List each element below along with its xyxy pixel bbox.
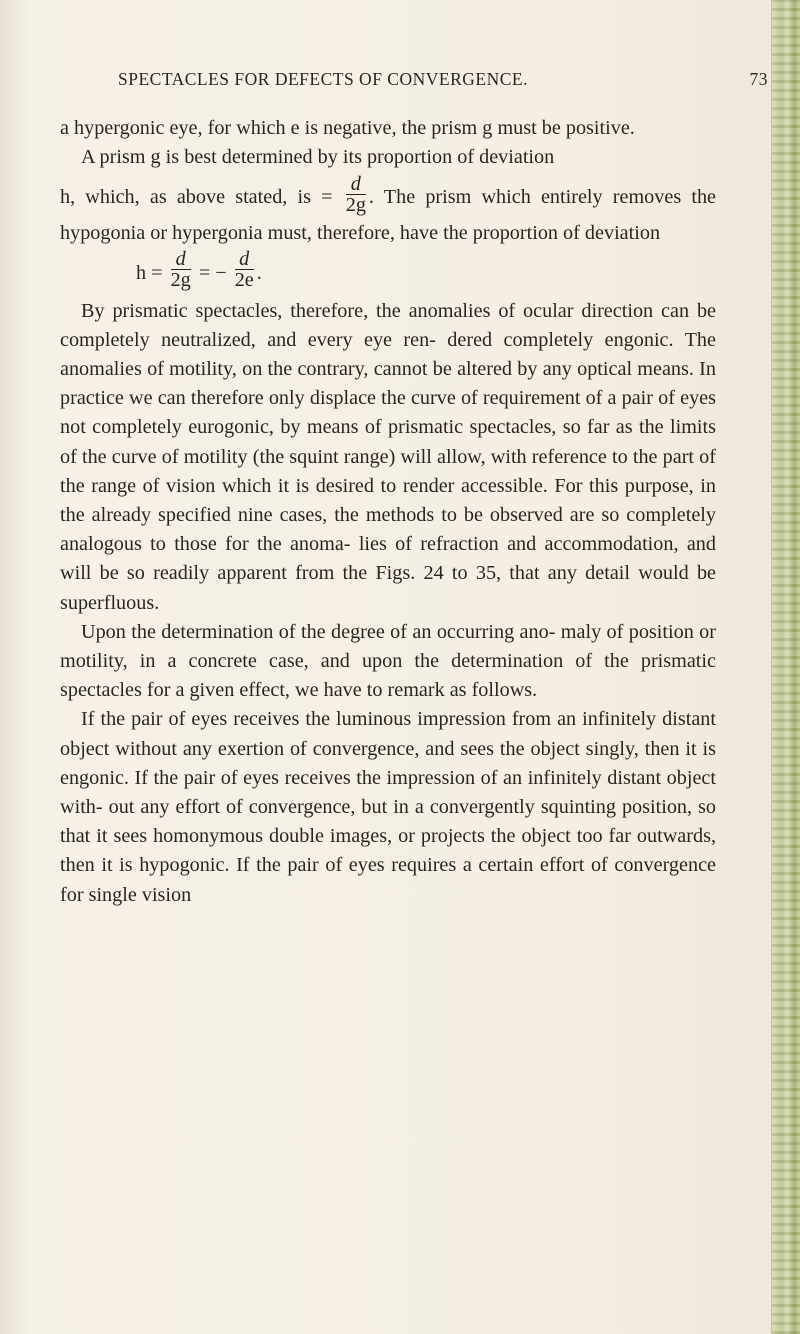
period: .	[368, 186, 384, 209]
eq-fraction-2	[235, 249, 254, 290]
eq-num-2: d	[235, 249, 254, 270]
eq-lhs: h =	[136, 261, 163, 284]
running-head: SPECTACLES FOR DEFECTS OF CONVERGENCE.	[118, 69, 528, 89]
page-number: 73	[749, 69, 768, 89]
eq-den-2: 2e	[234, 269, 254, 292]
eq-num-1: d	[171, 249, 191, 270]
eq-fraction-1	[171, 249, 191, 290]
paragraph-2: A prism g is best determined by its proportion of deviation	[81, 146, 555, 169]
inline-text: h, which, as above stated, is	[60, 186, 311, 209]
page-binding-edge	[771, 0, 800, 1334]
eq-den-1: 2g	[170, 269, 191, 292]
paragraph-5: Upon the determination of the degree of an occurring ano- maly of position or motility, in a concrete case, and upon the determination of the prismatic spectacles for a given effect, we have to remark as follows.	[60, 620, 716, 702]
page-header	[118, 69, 768, 99]
paragraph-3-inline-math	[60, 173, 717, 248]
display-equation	[60, 248, 716, 295]
page-gutter-shadow	[0, 0, 30, 1334]
equals-sign: =	[321, 186, 343, 209]
inline-numerator: d	[346, 174, 366, 195]
inline-fraction	[346, 174, 366, 215]
inline-denominator: 2g	[345, 194, 366, 217]
paragraph-1: a hypergonic eye, for which e is negative, the prism g must be positive.	[60, 117, 635, 139]
paragraph-6: If the pair of eyes receives the luminous impression from an infinitely distant object without any exertion of convergence, and sees the object singly, then it is engonic. If the pair of eyes receives the impression of an infinitely distant object with- out any effort of convergence, but in a convergently squinting position, so that it sees homonymous double images, or projects the object too far outwards, then it is hypogonic. If the pair of eyes requires a certain effort of convergence for single vision	[60, 708, 716, 906]
paragraph-4: By prismatic spectacles, therefore, the anomalies of ocular direction can be completely neutralized, and every eye ren- dered completely engonic. The anomalies of motility, on the contrary, cannot be altered by any optical means. In practice we can therefore only displace the curve of requirement of a pair of eyes not completely eurogonic, by means of prismatic spectacles, so far as the limits of the curve of motility (the squint range) will allow, with reference to the part of the range of vision which it is desired to render accessible. For this purpose, in the already specified nine cases, the methods to be observed are so completely analogous to those for the anoma- lies of refraction and accommodation, and will be so readily apparent from the Figs. 24 to 35, that any detail would be superfluous.	[60, 299, 716, 614]
eq-period: .	[256, 261, 262, 284]
eq-mid: = −	[198, 261, 227, 284]
body-text	[60, 114, 716, 910]
paragraph-3-continuation: The prism which entirely removes the hypogonia or hypergonia must, therefore, have the proportion of deviation	[60, 186, 717, 245]
